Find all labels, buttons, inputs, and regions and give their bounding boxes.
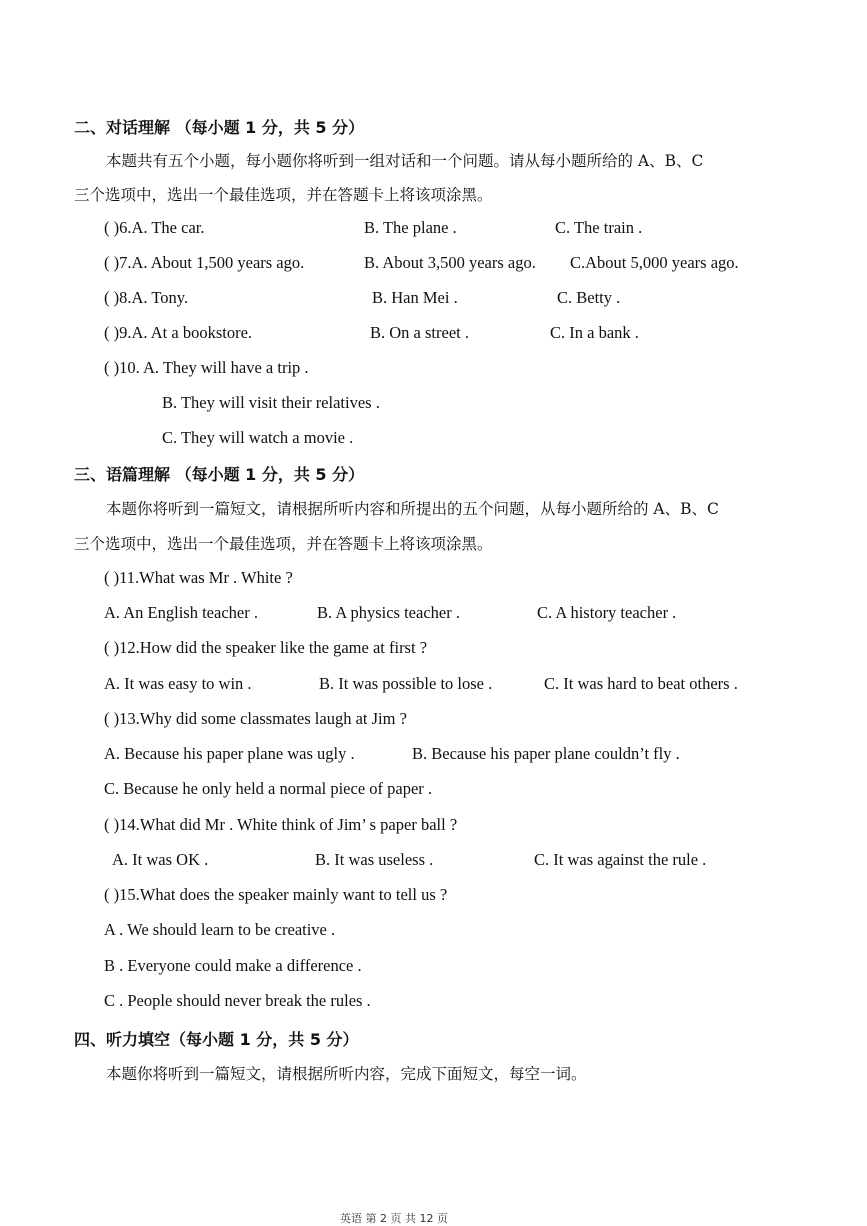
q15-option-c: C . People should never break the rules . [104, 991, 371, 1010]
page-footer: 英语 第 2 页 共 12 页 [340, 1212, 448, 1225]
q11-option-a: A. An English teacher . [104, 603, 258, 622]
q6-stem: ( )6.A. The car. [104, 218, 205, 237]
q15-option-b: B . Everyone could make a difference . [104, 956, 362, 975]
section4-instruction: 本题你将听到一篇短文，请根据所听内容，完成下面短文，每空一词。 [106, 1065, 587, 1083]
q13-option-b: B. Because his paper plane couldn’t fly . [412, 744, 680, 763]
q11-option-c: C. A history teacher . [537, 603, 677, 622]
q13-stem: ( )13.Why did some classmates laugh at Jim ? [104, 709, 407, 728]
q12-option-b: B. It was possible to lose . [319, 674, 493, 693]
q13-option-a: A. Because his paper plane was ugly . [104, 744, 355, 763]
q9-option-b: B. On a street . [370, 323, 469, 342]
q13-option-c: C. Because he only held a normal piece of paper . [104, 779, 433, 798]
q14-option-c: C. It was against the rule . [534, 850, 707, 869]
section4-heading: 四、听力填空（每小题 1 分，共 5 分） [74, 1030, 359, 1049]
q12-stem: ( )12.How did the speaker like the game at first ? [104, 638, 428, 657]
q14-stem: ( )14.What did Mr . White think of Jim’ s paper ball ? [104, 815, 458, 834]
q10-option-c: C. They will watch a movie . [162, 428, 354, 447]
q12-option-c: C. It was hard to beat others . [544, 674, 738, 693]
q11-stem: ( )11.What was Mr . White ? [104, 568, 293, 587]
section2-heading: 二、对话理解 （每小题 1 分，共 5 分） [74, 118, 365, 137]
q7-stem: ( )7.A. About 1,500 years ago. [104, 253, 305, 272]
q6-option-b: B. The plane . [364, 218, 457, 237]
q14-option-a: A. It was OK . [112, 850, 209, 869]
q14-option-b: B. It was useless . [315, 850, 434, 869]
section3-instruction-line2: 三个选项中，选出一个最佳选项，并在答题卡上将该项涂黑。 [74, 535, 493, 553]
q15-option-a: A . We should learn to be creative . [104, 920, 336, 939]
section3-instruction-line1: 本题你将听到一篇短文，请根据所听内容和所提出的五个问题，从每小题所给的 A、B、C [106, 500, 719, 518]
q7-option-b: B. About 3,500 years ago. [364, 253, 536, 272]
section3-heading: 三、语篇理解 （每小题 1 分，共 5 分） [74, 465, 365, 484]
q10-stem: ( )10. A. They will have a trip . [104, 358, 309, 377]
section2-instruction-line1: 本题共有五个小题，每小题你将听到一组对话和一个问题。请从每小题所给的 A、B、C [106, 152, 704, 170]
q8-option-b: B. Han Mei . [372, 288, 458, 307]
q9-option-c: C. In a bank . [550, 323, 639, 342]
q12-option-a: A. It was easy to win . [104, 674, 252, 693]
section2-instruction-line2: 三个选项中，选出一个最佳选项，并在答题卡上将该项涂黑。 [74, 186, 493, 204]
q15-stem: ( )15.What does the speaker mainly want to tell us ? [104, 885, 448, 904]
q8-stem: ( )8.A. Tony. [104, 288, 189, 307]
q7-option-c: C.About 5,000 years ago. [570, 253, 739, 272]
q9-stem: ( )9.A. At a bookstore. [104, 323, 253, 342]
q11-option-b: B. A physics teacher . [317, 603, 460, 622]
q6-option-c: C. The train . [555, 218, 643, 237]
q8-option-c: C. Betty . [557, 288, 621, 307]
q10-option-b: B. They will visit their relatives . [162, 393, 380, 412]
